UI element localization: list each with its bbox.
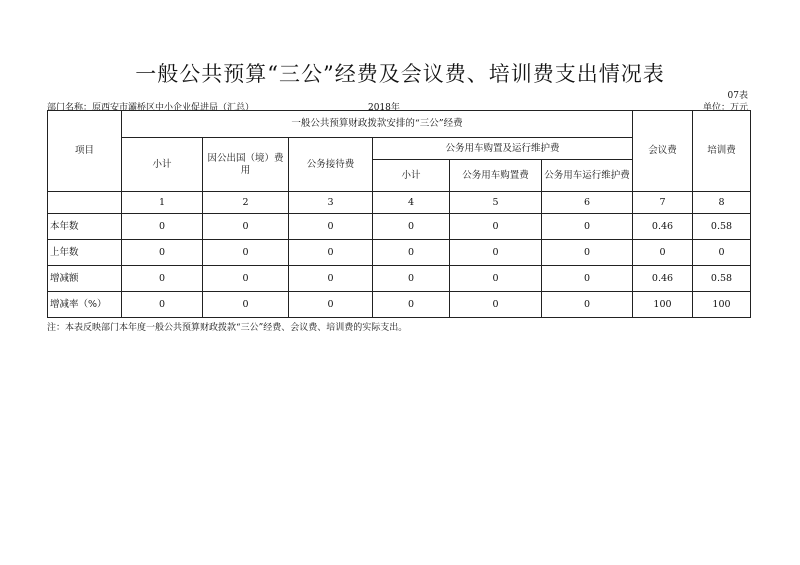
table-cell: 0 — [203, 292, 289, 318]
column-number: 2 — [203, 192, 289, 214]
table-cell: 0 — [373, 240, 450, 266]
table-cell: 0 — [203, 266, 289, 292]
header-vehicle-subtotal: 小计 — [373, 160, 450, 192]
table-cell: 0 — [450, 266, 542, 292]
table-cell: 0.46 — [633, 214, 693, 240]
footnote: 注：本表反映部门本年度一般公共预算财政拨款“三公”经费、会议费、培训费的实际支出。 — [47, 323, 408, 333]
table-cell: 0 — [542, 292, 633, 318]
column-number: 6 — [542, 192, 633, 214]
table-row — [48, 240, 751, 266]
header-item: 项目 — [48, 111, 122, 192]
table-row — [48, 214, 751, 240]
table-cell: 0 — [373, 214, 450, 240]
column-number: 8 — [693, 192, 751, 214]
table-cell: 0 — [289, 266, 373, 292]
table-cell: 100 — [633, 292, 693, 318]
table-cell: 0 — [203, 214, 289, 240]
table-cell: 0 — [122, 214, 203, 240]
report-year: 2018年 — [368, 103, 400, 113]
table-cell: 0 — [289, 292, 373, 318]
table-cell: 0 — [289, 214, 373, 240]
header-vehicle-group: 公务用车购置及运行维护费 — [373, 138, 633, 160]
table-cell: 0 — [542, 266, 633, 292]
header-meeting: 会议费 — [633, 111, 693, 192]
column-number: 4 — [373, 192, 450, 214]
blank-cell — [48, 192, 122, 214]
table-cell: 0.58 — [693, 214, 751, 240]
department-name: 部门名称：原西安市灞桥区中小企业促进局（汇总） — [47, 103, 255, 113]
column-number: 7 — [633, 192, 693, 214]
header-vehicle-purchase: 公务用车购置费 — [450, 160, 542, 192]
header-reception: 公务接待费 — [289, 138, 373, 192]
table-cell: 0 — [542, 240, 633, 266]
table-cell: 0 — [450, 214, 542, 240]
table-cell: 0 — [122, 240, 203, 266]
table-cell: 0 — [373, 266, 450, 292]
header-group: 一般公共预算财政拨款安排的“三公”经费 — [122, 111, 633, 138]
expense-table — [47, 110, 751, 318]
row-label: 本年数 — [48, 214, 122, 240]
header-abroad: 因公出国（境）费用 — [203, 138, 289, 192]
table-cell: 0 — [203, 240, 289, 266]
page-title: 一般公共预算“三公”经费及会议费、培训费支出情况表 — [135, 62, 665, 86]
header-vehicle-operation: 公务用车运行维护费 — [542, 160, 633, 192]
table-cell: 0 — [373, 292, 450, 318]
table-cell: 0 — [450, 292, 542, 318]
column-number-row — [48, 192, 751, 214]
table-cell: 0 — [289, 240, 373, 266]
table-row — [48, 266, 751, 292]
table-cell: 0 — [542, 214, 633, 240]
column-number: 5 — [450, 192, 542, 214]
table-cell: 0 — [633, 240, 693, 266]
table-cell: 0 — [122, 292, 203, 318]
row-label: 增减额 — [48, 266, 122, 292]
table-cell: 0.46 — [633, 266, 693, 292]
unit-label: 单位：万元 — [702, 103, 748, 113]
row-label: 增减率（%） — [48, 292, 122, 318]
row-label: 上年数 — [48, 240, 122, 266]
header-training: 培训费 — [693, 111, 751, 192]
table-cell: 0 — [122, 266, 203, 292]
table-row — [48, 292, 751, 318]
table-cell: 0 — [450, 240, 542, 266]
header-subtotal: 小计 — [122, 138, 203, 192]
table-cell: 100 — [693, 292, 751, 318]
table-code: 07表 — [727, 91, 748, 101]
column-number: 3 — [289, 192, 373, 214]
table-cell: 0 — [693, 240, 751, 266]
table-cell: 0.58 — [693, 266, 751, 292]
column-number: 1 — [122, 192, 203, 214]
